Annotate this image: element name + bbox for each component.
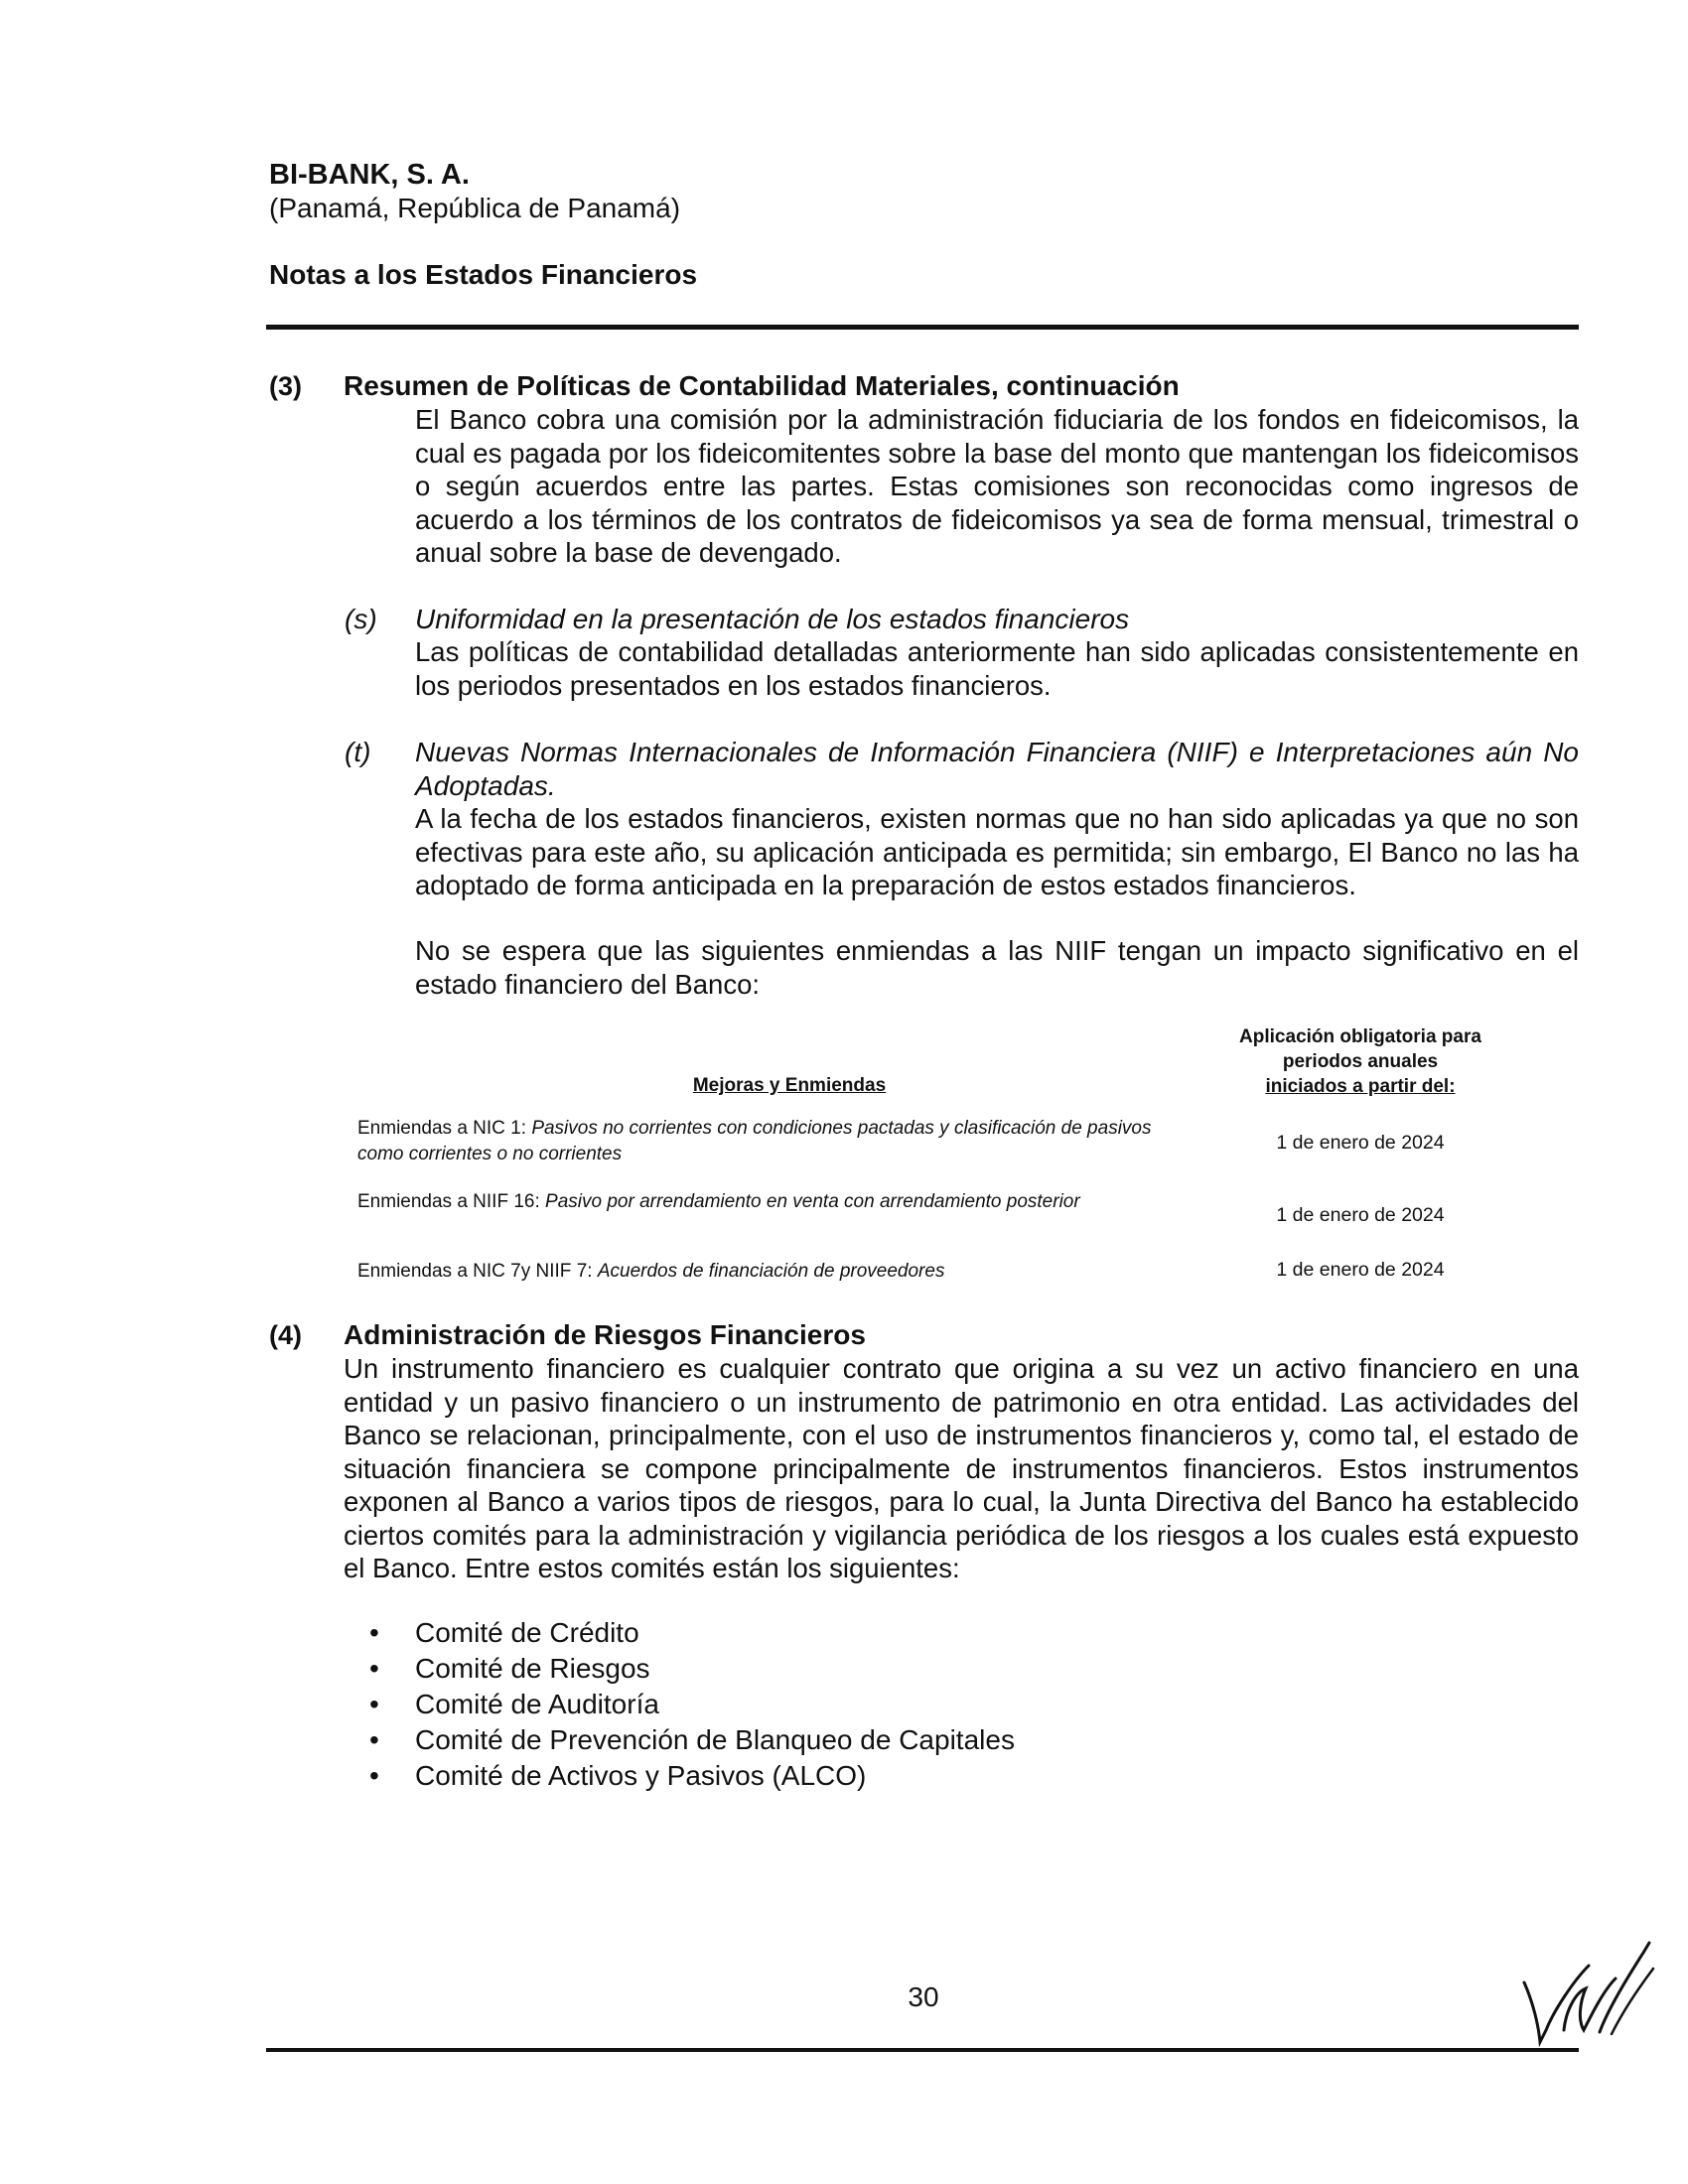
section-4-number: (4) bbox=[269, 1320, 302, 1350]
table-row-1-date: 1 de enero de 2024 bbox=[1276, 1132, 1445, 1154]
section-3-number: (3) bbox=[269, 371, 302, 401]
table-header-line2: periodos anuales bbox=[1282, 1051, 1439, 1072]
committee-list bbox=[369, 1615, 1015, 1794]
table-row-1-desc: Pasivos no corrientes con condiciones pactadas y clasificación de pasivos como corrientes o no corrientes bbox=[357, 1118, 1152, 1164]
item-t-body2 bbox=[415, 934, 1579, 1001]
table-row-2-prefix: Enmiendas a NIIF 16: bbox=[357, 1191, 546, 1212]
table-header-application bbox=[1196, 1024, 1524, 1099]
item-t-title: Nuevas Normas Internacionales de Información Financiera (NIIF) e Interpretaciones aún No Adoptadas. bbox=[415, 737, 1579, 801]
table-row-1-label bbox=[357, 1116, 1152, 1167]
committee-item bbox=[369, 1758, 1015, 1794]
table-header-line3: iniciados a partir del: bbox=[1265, 1076, 1456, 1097]
table-row-3-prefix: Enmiendas a NIC 7y NIIF 7: bbox=[357, 1261, 598, 1282]
bullet-icon: • bbox=[369, 1689, 379, 1719]
table-header-improvements: Mejoras y Enmiendas bbox=[692, 1075, 887, 1096]
bullet-icon: • bbox=[369, 1653, 379, 1684]
notes-title: Notas a los Estados Financieros bbox=[269, 259, 698, 290]
committee-item bbox=[369, 1687, 1015, 1722]
item-t-body bbox=[415, 802, 1579, 902]
signature-icon bbox=[1504, 1931, 1663, 2050]
header-rule bbox=[266, 325, 1579, 330]
table-row-2-label bbox=[357, 1189, 1152, 1215]
company-location: (Panamá, República de Panamá) bbox=[269, 193, 681, 223]
company-name: BI-BANK, S. A. bbox=[269, 159, 470, 191]
item-s-letter: (s) bbox=[345, 604, 377, 634]
committee-label: Comité de Crédito bbox=[415, 1617, 639, 1648]
item-t-body-text: A la fecha de los estados financieros, existen normas que no han sido aplicadas ya que no son efectivas para este año, su aplicación anticipada es permitida; sin embargo, El Banco no las ha adoptado de forma anticipada en la preparación de estos estados financieros. bbox=[415, 803, 1579, 900]
bullet-icon: • bbox=[369, 1617, 379, 1648]
table-row-3-desc: Acuerdos de financiación de proveedores bbox=[597, 1261, 945, 1282]
section-4-title: Administración de Riesgos Financieros bbox=[344, 1319, 866, 1350]
table-row-1-prefix: Enmiendas a NIC 1: bbox=[357, 1118, 532, 1139]
section-3-title: Resumen de Políticas de Contabilidad Materiales, continuación bbox=[344, 370, 1180, 401]
table-row-3-date: 1 de enero de 2024 bbox=[1276, 1259, 1445, 1281]
committee-item bbox=[369, 1651, 1015, 1687]
committee-item bbox=[369, 1615, 1015, 1651]
section-4-body bbox=[344, 1352, 1579, 1585]
section-4-body-text: Un instrumento financiero es cualquier contrato que origina a su vez un activo financiero en una entidad y un pasivo financiero o un instrumento de patrimonio en otra entidad. Las actividades del Banco se relacionan, principalmente, con el uso de instrumentos financieros y, como tal, el estado de situación financiera se compone principalmente de instrumentos financieros. Estos instrumentos exponen al Banco a varios tipos de riesgos, para lo cual, la Junta Directiva del Banco ha establecido ciertos comités para la administración y vigilancia periódica de los riesgos a los cuales está expuesto el Banco. Entre estos comités están los siguientes: bbox=[344, 1353, 1579, 1583]
item-s-title: Uniformidad en la presentación de los estados financieros bbox=[415, 604, 1130, 634]
item-t-body2-text: No se espera que las siguientes enmiendas a las NIIF tengan un impacto significativo en el estado financiero del Banco: bbox=[415, 935, 1579, 1000]
section-3-intro bbox=[415, 403, 1579, 570]
table-row-2-desc: Pasivo por arrendamiento en venta con arrendamiento posterior bbox=[545, 1191, 1080, 1212]
table-row-3-label bbox=[357, 1259, 1152, 1285]
committee-item bbox=[369, 1722, 1015, 1758]
item-t-letter: (t) bbox=[345, 737, 371, 767]
committee-label: Comité de Auditoría bbox=[415, 1689, 659, 1719]
footer-rule bbox=[266, 2048, 1579, 2052]
item-s-body-text: Las políticas de contabilidad detalladas anteriormente han sido aplicadas consistentemente en los periodos presentados en los estados financieros. bbox=[415, 636, 1579, 701]
bullet-icon: • bbox=[369, 1724, 379, 1755]
section-3-intro-text: El Banco cobra una comisión por la administración fiduciaria de los fondos en fideicomisos, la cual es pagada por los fideicomitentes sobre la base del monto que mantengan los fideicomisos o según acuerdos entre las partes. Estas comisiones son reconocidas como ingresos de acuerdo a los términos de los contratos de fideicomisos ya sea de forma mensual, trimestral o anual sobre la base de devengado. bbox=[415, 404, 1579, 568]
item-s-body bbox=[415, 635, 1579, 702]
table-row-2-date: 1 de enero de 2024 bbox=[1276, 1204, 1445, 1226]
committee-label: Comité de Activos y Pasivos (ALCO) bbox=[415, 1760, 867, 1791]
page-number: 30 bbox=[908, 1981, 939, 2012]
committee-label: Comité de Prevención de Blanqueo de Capitales bbox=[415, 1724, 1015, 1755]
bullet-icon: • bbox=[369, 1760, 379, 1791]
committee-label: Comité de Riesgos bbox=[415, 1653, 650, 1684]
table-header-line1: Aplicación obligatoria para bbox=[1239, 1026, 1481, 1047]
